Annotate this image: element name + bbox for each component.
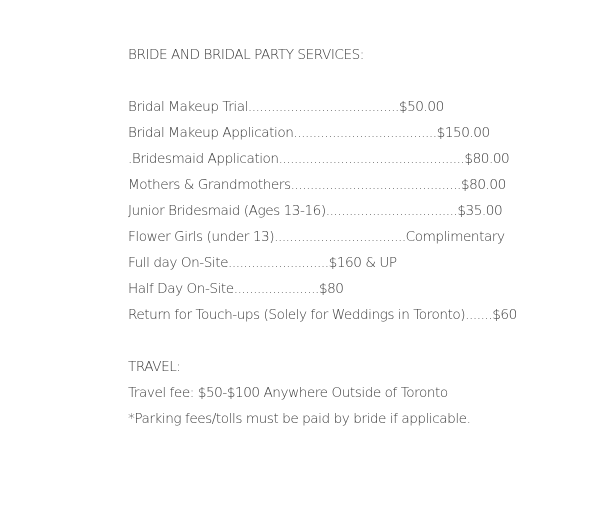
service-mothers-grandmothers: Mothers & Grandmothers............................................$80.00 — [128, 177, 506, 193]
service-full-day-on-site: Full day On-Site..........................$160 & UP — [128, 255, 397, 271]
service-junior-bridesmaid: Junior Bridesmaid (Ages 13-16)..................................$35.00 — [128, 203, 503, 219]
service-bridal-makeup-application: Bridal Makeup Application.....................................$150.00 — [128, 125, 490, 141]
travel-fee: Travel fee: $50-$100 Anywhere Outside of Toronto — [128, 385, 448, 401]
service-flower-girls: Flower Girls (under 13)..................................Complimentary — [128, 229, 505, 245]
spacer — [128, 68, 598, 94]
service-half-day-on-site: Half Day On-Site......................$80 — [128, 281, 344, 297]
travel-heading: TRAVEL: — [128, 359, 181, 375]
service-touch-ups: Return for Touch-ups (Solely for Weddings in Toronto).......$60 — [128, 307, 517, 323]
service-bridal-makeup-trial: Bridal Makeup Trial.......................................$50.00 — [128, 99, 444, 115]
services-heading: BRIDE AND BRIDAL PARTY SERVICES: — [128, 47, 364, 63]
service-bridesmaid-application: .Bridesmaid Application................................................$80.00 — [128, 151, 510, 167]
parking-note: *Parking fees/tolls must be paid by bride if applicable. — [128, 411, 471, 427]
spacer — [128, 328, 598, 354]
price-list — [128, 42, 598, 432]
